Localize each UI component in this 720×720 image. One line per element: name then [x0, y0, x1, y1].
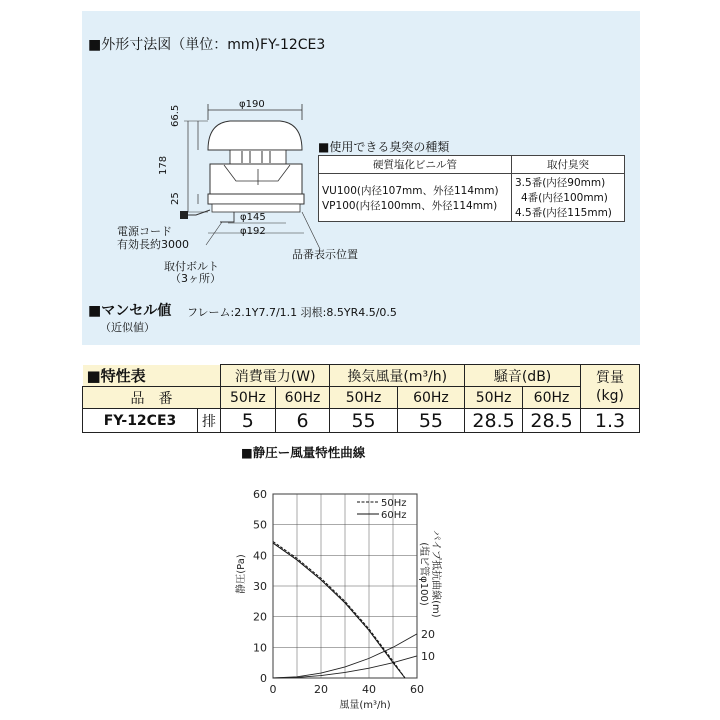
bolt-count: （3ヶ所） [170, 272, 221, 285]
y-tick-label: 0 [260, 672, 267, 685]
col-power: 消費電力(W) [221, 365, 330, 387]
spec-value: 55 [330, 409, 397, 433]
hz-label: 50Hz [465, 387, 523, 409]
dim-d190: φ190 [239, 99, 265, 110]
hz-label: 60Hz [523, 387, 581, 409]
body-shape [210, 164, 302, 194]
right-axis-sublabel: (塩ビ管φ100) [418, 542, 429, 606]
x-tick-label: 0 [269, 683, 277, 696]
spec-value: 1.3 [581, 409, 640, 433]
dim-d192: φ192 [240, 226, 266, 237]
size-row: 4番(内径100mm) [521, 192, 608, 204]
chart-title: ■静圧ー風量特性曲線 [241, 445, 366, 460]
legend-label: 50Hz [381, 498, 407, 509]
cord-line [186, 210, 210, 215]
drawing-title: ■外形寸法図（単位：mm)FY-12CE3 [88, 37, 326, 53]
hz-label: 60Hz [275, 387, 330, 409]
pq-chart [230, 480, 470, 712]
odor-table [318, 155, 625, 222]
part-label: 品番表示位置 [292, 248, 358, 261]
dim-h178: 178 [158, 155, 169, 175]
cord-length: 有効長約3000 [117, 238, 189, 251]
dim-h25: 25 [170, 192, 181, 205]
y-tick-label: 60 [253, 488, 267, 501]
bolt-label: 取付ボルト [164, 260, 219, 273]
model-type: 排 [198, 409, 221, 433]
hood-shape [208, 121, 302, 150]
size-row: 3.5番(内径90mm) [515, 177, 606, 189]
y-axis-label: 静圧(Pa) [236, 554, 247, 594]
hz-label: 50Hz [221, 387, 276, 409]
col-noise: 騒音(dB) [465, 365, 581, 387]
size-row: 4.5番(内径115mm) [515, 207, 612, 219]
resistance-label: 10 [421, 649, 435, 663]
x-tick-label: 20 [314, 683, 328, 696]
odor-header-fit: 取付臭突 [512, 156, 625, 174]
munsell-note: （近似値） [100, 321, 155, 334]
odor-title: ■使用できる臭突の種類 [318, 140, 450, 154]
y-tick-label: 30 [253, 580, 267, 593]
x-axis-label: 風量(m³/h) [339, 700, 391, 711]
munsell-title: ■マンセル値 [88, 303, 172, 319]
hz-label: 60Hz [397, 387, 464, 409]
pipe-row: VU100(内径107mm、外径114mm) [322, 184, 499, 197]
hz-label: 50Hz [330, 387, 397, 409]
model-name: FY-12CE3 [83, 409, 198, 433]
right-axis-label: パイプ抵抗曲線(m) [430, 530, 441, 618]
munsell-value: フレーム:2.1Y7.7/1.1 羽根:8.5YR4.5/0.5 [187, 306, 397, 319]
y-tick-label: 20 [253, 610, 267, 624]
spec-value: 28.5 [523, 409, 581, 433]
col-flow: 換気風量(m³/h) [330, 365, 465, 387]
x-tick-label: 60 [410, 683, 424, 696]
col-weight: 質量 (kg) [581, 365, 640, 409]
cord-label: 電源コード [117, 225, 172, 238]
dim-d145: φ145 [240, 212, 266, 223]
spec-value: 5 [221, 409, 276, 433]
legend-label: 60Hz [381, 510, 407, 521]
spec-value: 55 [397, 409, 464, 433]
dim-h665: 66.5 [170, 104, 181, 127]
spec-table [82, 364, 640, 433]
y-tick-label: 50 [253, 518, 267, 532]
spec-value: 6 [275, 409, 330, 433]
spec-title: ■特性表 [83, 365, 221, 387]
spec-value: 28.5 [465, 409, 523, 433]
row-label: 品 番 [83, 387, 221, 409]
pipe-row: VP100(内径100mm、外径114mm) [322, 199, 498, 212]
x-tick-label: 40 [362, 683, 376, 696]
odor-header-pipe: 硬質塩化ビニル管 [319, 156, 512, 174]
y-tick-label: 10 [253, 641, 267, 655]
y-tick-label: 40 [253, 549, 267, 563]
resistance-label: 20 [421, 627, 435, 641]
